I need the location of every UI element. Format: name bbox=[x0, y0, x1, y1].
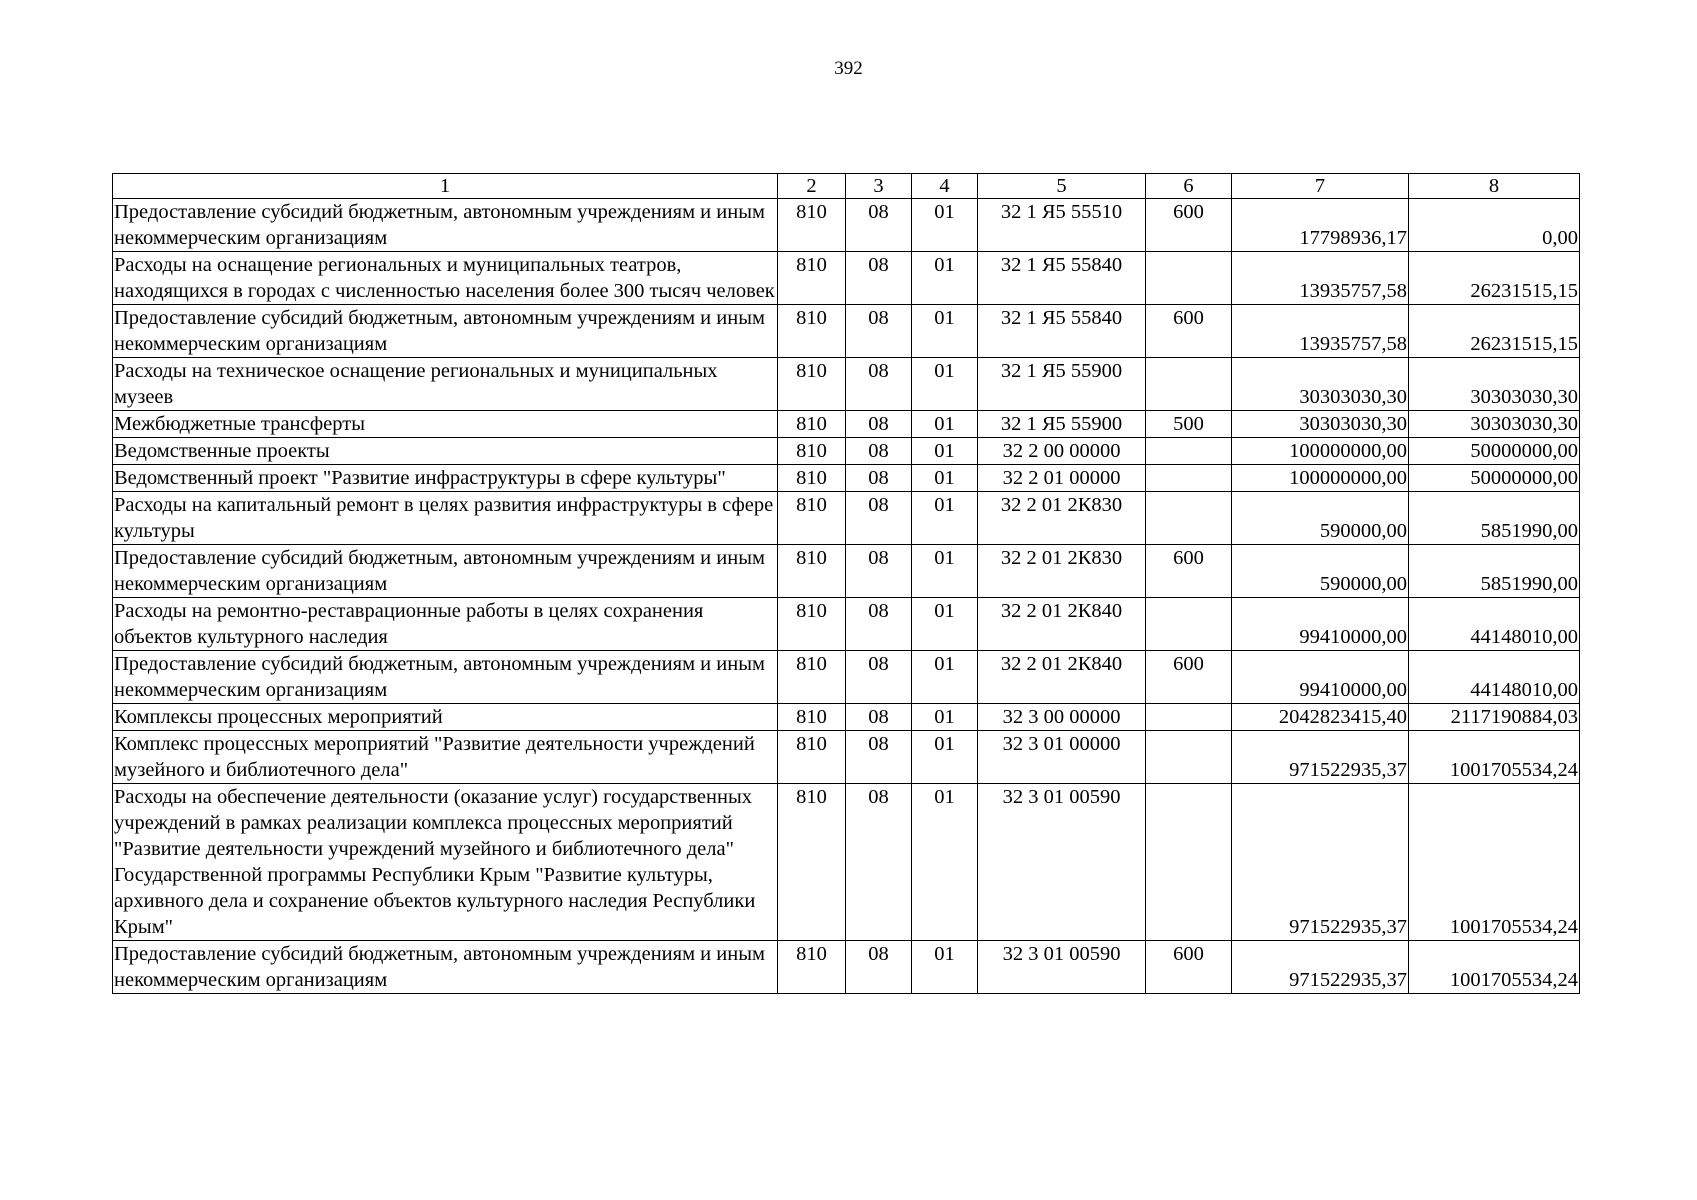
table-row bbox=[113, 598, 1580, 651]
row-pr-cell: 01 bbox=[912, 704, 978, 731]
row-pr-cell: 01 bbox=[912, 545, 978, 598]
row-csr-cell: 32 3 01 00590 bbox=[978, 784, 1146, 941]
row-pr-cell: 01 bbox=[912, 252, 978, 305]
row-ved-cell: 810 bbox=[778, 305, 846, 358]
row-csr-cell: 32 1 Я5 55510 bbox=[978, 199, 1146, 252]
row-sum-col8-cell: 30303030,30 bbox=[1409, 358, 1580, 411]
row-ved-cell: 810 bbox=[778, 438, 846, 465]
row-name-cell: Предоставление субсидий бюджетным, автономным учреждениям и иным некоммерческим организациям bbox=[113, 941, 778, 994]
row-sum-col7-cell: 100000000,00 bbox=[1232, 465, 1409, 492]
row-ved-cell: 810 bbox=[778, 411, 846, 438]
row-csr-cell: 32 3 01 00000 bbox=[978, 731, 1146, 784]
row-sum-col7-cell: 13935757,58 bbox=[1232, 252, 1409, 305]
table-row bbox=[113, 465, 1580, 492]
row-sum-col8-cell: 26231515,15 bbox=[1409, 252, 1580, 305]
row-name-cell: Предоставление субсидий бюджетным, автономным учреждениям и иным некоммерческим организациям bbox=[113, 199, 778, 252]
row-ved-cell: 810 bbox=[778, 731, 846, 784]
row-pr-cell: 01 bbox=[912, 465, 978, 492]
row-name-cell: Расходы на оснащение региональных и муниципальных театров, находящихся в городах с численностью населения более 300 тысяч человек bbox=[113, 252, 778, 305]
row-pr-cell: 01 bbox=[912, 731, 978, 784]
row-rz-cell: 08 bbox=[846, 492, 912, 545]
row-vr-cell bbox=[1146, 492, 1232, 545]
header-cell-5: 5 bbox=[978, 174, 1146, 199]
row-ved-cell: 810 bbox=[778, 492, 846, 545]
row-pr-cell: 01 bbox=[912, 411, 978, 438]
header-cell-7: 7 bbox=[1232, 174, 1409, 199]
header-cell-8: 8 bbox=[1409, 174, 1580, 199]
row-rz-cell: 08 bbox=[846, 199, 912, 252]
row-vr-cell bbox=[1146, 598, 1232, 651]
row-pr-cell: 01 bbox=[912, 358, 978, 411]
row-name-cell: Предоставление субсидий бюджетным, автономным учреждениям и иным некоммерческим организациям bbox=[113, 305, 778, 358]
row-vr-cell: 500 bbox=[1146, 411, 1232, 438]
row-csr-cell: 32 2 01 2К830 bbox=[978, 492, 1146, 545]
row-vr-cell bbox=[1146, 704, 1232, 731]
row-rz-cell: 08 bbox=[846, 252, 912, 305]
row-rz-cell: 08 bbox=[846, 545, 912, 598]
row-csr-cell: 32 1 Я5 55900 bbox=[978, 411, 1146, 438]
row-rz-cell: 08 bbox=[846, 784, 912, 941]
row-vr-cell bbox=[1146, 252, 1232, 305]
header-cell-4: 4 bbox=[912, 174, 978, 199]
row-rz-cell: 08 bbox=[846, 358, 912, 411]
row-sum-col7-cell: 30303030,30 bbox=[1232, 358, 1409, 411]
row-sum-col7-cell: 99410000,00 bbox=[1232, 651, 1409, 704]
row-vr-cell bbox=[1146, 465, 1232, 492]
row-pr-cell: 01 bbox=[912, 784, 978, 941]
row-sum-col8-cell: 50000000,00 bbox=[1409, 465, 1580, 492]
row-sum-col8-cell: 30303030,30 bbox=[1409, 411, 1580, 438]
row-rz-cell: 08 bbox=[846, 305, 912, 358]
page-number: 392 bbox=[834, 58, 863, 79]
table-row bbox=[113, 941, 1580, 994]
row-sum-col8-cell: 5851990,00 bbox=[1409, 492, 1580, 545]
row-ved-cell: 810 bbox=[778, 252, 846, 305]
row-rz-cell: 08 bbox=[846, 704, 912, 731]
row-rz-cell: 08 bbox=[846, 465, 912, 492]
row-name-cell: Предоставление субсидий бюджетным, автономным учреждениям и иным некоммерческим организациям bbox=[113, 651, 778, 704]
table-row bbox=[113, 358, 1580, 411]
header-cell-1: 1 bbox=[113, 174, 778, 199]
table-row bbox=[113, 784, 1580, 941]
row-sum-col8-cell: 44148010,00 bbox=[1409, 651, 1580, 704]
row-rz-cell: 08 bbox=[846, 598, 912, 651]
row-pr-cell: 01 bbox=[912, 941, 978, 994]
row-rz-cell: 08 bbox=[846, 941, 912, 994]
row-rz-cell: 08 bbox=[846, 651, 912, 704]
row-sum-col7-cell: 590000,00 bbox=[1232, 492, 1409, 545]
row-vr-cell: 600 bbox=[1146, 545, 1232, 598]
row-vr-cell bbox=[1146, 731, 1232, 784]
row-pr-cell: 01 bbox=[912, 492, 978, 545]
row-name-cell: Расходы на техническое оснащение региональных и муниципальных музеев bbox=[113, 358, 778, 411]
table-row bbox=[113, 731, 1580, 784]
row-ved-cell: 810 bbox=[778, 598, 846, 651]
row-csr-cell: 32 3 00 00000 bbox=[978, 704, 1146, 731]
row-vr-cell: 600 bbox=[1146, 305, 1232, 358]
row-sum-col7-cell: 971522935,37 bbox=[1232, 941, 1409, 994]
row-vr-cell bbox=[1146, 438, 1232, 465]
row-pr-cell: 01 bbox=[912, 438, 978, 465]
row-sum-col7-cell: 2042823415,40 bbox=[1232, 704, 1409, 731]
row-sum-col8-cell: 44148010,00 bbox=[1409, 598, 1580, 651]
row-sum-col7-cell: 13935757,58 bbox=[1232, 305, 1409, 358]
row-sum-col8-cell: 1001705534,24 bbox=[1409, 941, 1580, 994]
row-pr-cell: 01 bbox=[912, 199, 978, 252]
row-sum-col7-cell: 971522935,37 bbox=[1232, 784, 1409, 941]
table-header-row bbox=[113, 174, 1580, 199]
row-ved-cell: 810 bbox=[778, 465, 846, 492]
row-ved-cell: 810 bbox=[778, 651, 846, 704]
row-name-cell: Расходы на ремонтно-реставрационные работы в целях сохранения объектов культурного наследия bbox=[113, 598, 778, 651]
row-ved-cell: 810 bbox=[778, 358, 846, 411]
row-sum-col7-cell: 99410000,00 bbox=[1232, 598, 1409, 651]
header-cell-6: 6 bbox=[1146, 174, 1232, 199]
table-row bbox=[113, 545, 1580, 598]
row-vr-cell: 600 bbox=[1146, 651, 1232, 704]
row-csr-cell: 32 2 01 2К830 bbox=[978, 545, 1146, 598]
table-row bbox=[113, 199, 1580, 252]
row-vr-cell bbox=[1146, 358, 1232, 411]
header-cell-2: 2 bbox=[778, 174, 846, 199]
row-name-cell: Расходы на обеспечение деятельности (оказание услуг) государственных учреждений в рамках реализации комплекса процессных мероприятий "Развитие деятельности учреждений музейного и библиотечного дела" Государственной программы Республики Крым "Развитие культуры, архивного дела и сохранение объектов культурного наследия Республики Крым" bbox=[113, 784, 778, 941]
table-row bbox=[113, 438, 1580, 465]
table-row bbox=[113, 411, 1580, 438]
header-cell-3: 3 bbox=[846, 174, 912, 199]
row-pr-cell: 01 bbox=[912, 305, 978, 358]
table-row bbox=[113, 704, 1580, 731]
table-row bbox=[113, 305, 1580, 358]
row-csr-cell: 32 2 00 00000 bbox=[978, 438, 1146, 465]
row-ved-cell: 810 bbox=[778, 545, 846, 598]
row-name-cell: Ведомственные проекты bbox=[113, 438, 778, 465]
row-vr-cell: 600 bbox=[1146, 199, 1232, 252]
row-pr-cell: 01 bbox=[912, 651, 978, 704]
row-sum-col7-cell: 17798936,17 bbox=[1232, 199, 1409, 252]
row-sum-col8-cell: 5851990,00 bbox=[1409, 545, 1580, 598]
table-row bbox=[113, 492, 1580, 545]
row-rz-cell: 08 bbox=[846, 411, 912, 438]
row-name-cell: Предоставление субсидий бюджетным, автономным учреждениям и иным некоммерческим организациям bbox=[113, 545, 778, 598]
row-ved-cell: 810 bbox=[778, 784, 846, 941]
row-name-cell: Межбюджетные трансферты bbox=[113, 411, 778, 438]
row-csr-cell: 32 2 01 2К840 bbox=[978, 598, 1146, 651]
row-sum-col8-cell: 26231515,15 bbox=[1409, 305, 1580, 358]
row-name-cell: Ведомственный проект "Развитие инфраструктуры в сфере культуры" bbox=[113, 465, 778, 492]
row-sum-col8-cell: 1001705534,24 bbox=[1409, 784, 1580, 941]
row-csr-cell: 32 1 Я5 55840 bbox=[978, 305, 1146, 358]
row-csr-cell: 32 2 01 2К840 bbox=[978, 651, 1146, 704]
budget-table bbox=[112, 173, 1580, 994]
row-sum-col7-cell: 971522935,37 bbox=[1232, 731, 1409, 784]
row-ved-cell: 810 bbox=[778, 704, 846, 731]
row-name-cell: Расходы на капитальный ремонт в целях развития инфраструктуры в сфере культуры bbox=[113, 492, 778, 545]
row-ved-cell: 810 bbox=[778, 941, 846, 994]
row-sum-col7-cell: 100000000,00 bbox=[1232, 438, 1409, 465]
row-rz-cell: 08 bbox=[846, 438, 912, 465]
row-ved-cell: 810 bbox=[778, 199, 846, 252]
row-sum-col8-cell: 50000000,00 bbox=[1409, 438, 1580, 465]
row-vr-cell: 600 bbox=[1146, 941, 1232, 994]
row-csr-cell: 32 3 01 00590 bbox=[978, 941, 1146, 994]
table-row bbox=[113, 252, 1580, 305]
row-csr-cell: 32 1 Я5 55900 bbox=[978, 358, 1146, 411]
row-sum-col8-cell: 1001705534,24 bbox=[1409, 731, 1580, 784]
row-sum-col8-cell: 2117190884,03 bbox=[1409, 704, 1580, 731]
row-sum-col7-cell: 30303030,30 bbox=[1232, 411, 1409, 438]
row-name-cell: Комплекс процессных мероприятий "Развитие деятельности учреждений музейного и библиотечного дела" bbox=[113, 731, 778, 784]
table-row bbox=[113, 651, 1580, 704]
row-vr-cell bbox=[1146, 784, 1232, 941]
row-csr-cell: 32 1 Я5 55840 bbox=[978, 252, 1146, 305]
row-rz-cell: 08 bbox=[846, 731, 912, 784]
row-sum-col8-cell: 0,00 bbox=[1409, 199, 1580, 252]
row-name-cell: Комплексы процессных мероприятий bbox=[113, 704, 778, 731]
row-pr-cell: 01 bbox=[912, 598, 978, 651]
row-csr-cell: 32 2 01 00000 bbox=[978, 465, 1146, 492]
row-sum-col7-cell: 590000,00 bbox=[1232, 545, 1409, 598]
